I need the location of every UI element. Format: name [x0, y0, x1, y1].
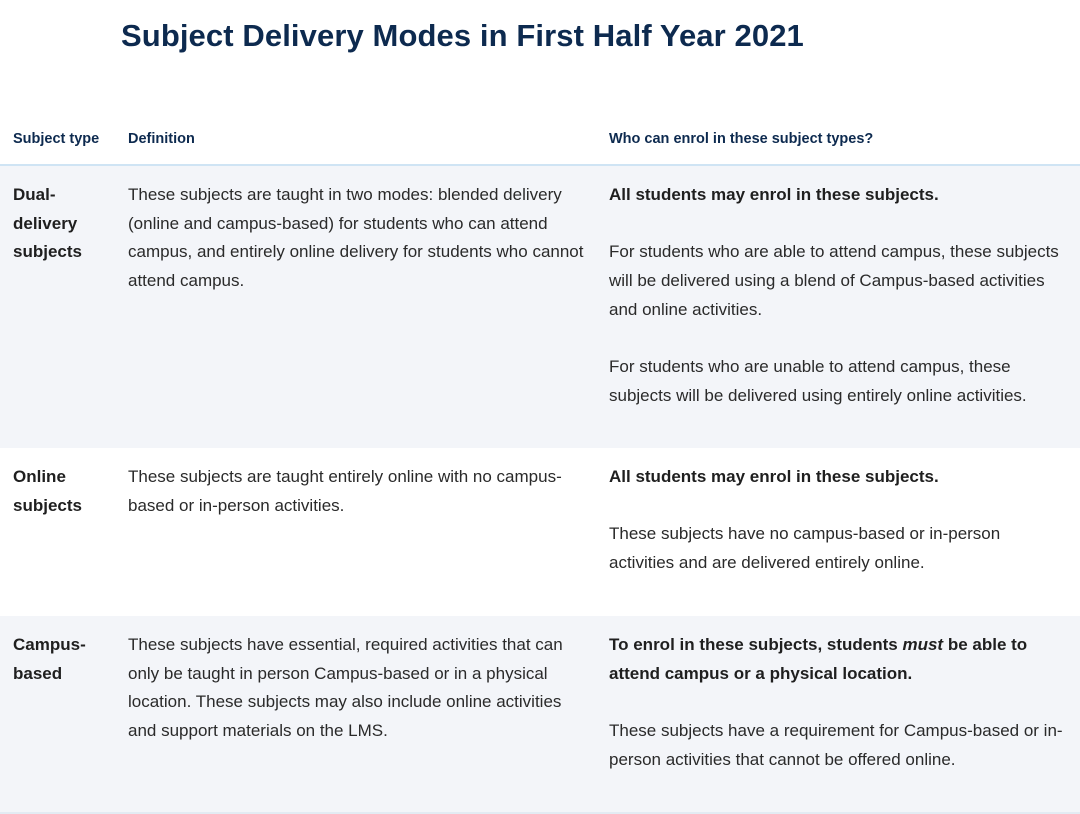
- subject-type-cell: [13, 463, 108, 520]
- enrol-summary-post: be able to attend campus or a physical location.: [609, 635, 1028, 683]
- table-row: [0, 448, 1080, 616]
- subject-type-line: Online: [13, 467, 66, 486]
- subject-type-line: Campus-: [13, 635, 86, 654]
- definition-cell: These subjects have essential, required activities that can only be taught in person Campus-based or in a physical location. These subjects may also include online activities and support materials on the LMS.: [128, 635, 563, 741]
- enrol-detail: These subjects have no campus-based or in-person activities and are delivered entirely online.: [609, 524, 1001, 573]
- enrol-cell: [609, 181, 1069, 411]
- enrol-cell: [609, 631, 1069, 775]
- table-header: [0, 116, 1080, 166]
- subject-type-cell: [13, 631, 108, 688]
- subject-type-line: based: [13, 663, 63, 683]
- enrol-summary: All students may enrol in these subjects.: [609, 467, 939, 486]
- enrol-summary: [609, 631, 1069, 688]
- header-subject-type: Subject type: [13, 131, 100, 147]
- enrol-detail: For students who are unable to attend campus, these subjects will be delivered using entirely online activities.: [609, 357, 1027, 405]
- table-row: [0, 616, 1080, 814]
- table-row: [0, 166, 1080, 448]
- definition-cell: These subjects are taught entirely online with no campus-based or in-person activities.: [128, 467, 562, 515]
- delivery-modes-table: [0, 116, 1080, 814]
- page-title: Subject Delivery Modes in First Half Year 2021: [121, 18, 804, 53]
- enrol-detail: These subjects have a requirement for Campus-based or in-person activities that cannot be offered online.: [609, 721, 1063, 769]
- enrol-summary: All students may enrol in these subjects.: [609, 185, 939, 204]
- definition-cell: These subjects are taught in two modes: blended delivery (online and campus-based) for students who can attend campus, and entirely online delivery for students who cannot attend campus.: [128, 185, 584, 291]
- subject-type-cell: [13, 181, 108, 267]
- header-who-can-enrol: Who can enrol in these subject types?: [609, 131, 874, 147]
- subject-type-line: Dual-: [13, 185, 56, 204]
- enrol-detail: For students who are able to attend campus, these subjects will be delivered using a blend of Campus-based activities and online activities.: [609, 242, 1059, 319]
- subject-type-line: subjects: [13, 242, 82, 262]
- subject-type-line: delivery: [13, 213, 78, 233]
- enrol-cell: [609, 463, 1069, 578]
- enrol-summary-pre: To enrol in these subjects, students: [609, 635, 903, 654]
- subject-type-line: subjects: [13, 495, 82, 515]
- enrol-summary-emphasis: must: [902, 635, 944, 654]
- header-definition: Definition: [128, 131, 195, 147]
